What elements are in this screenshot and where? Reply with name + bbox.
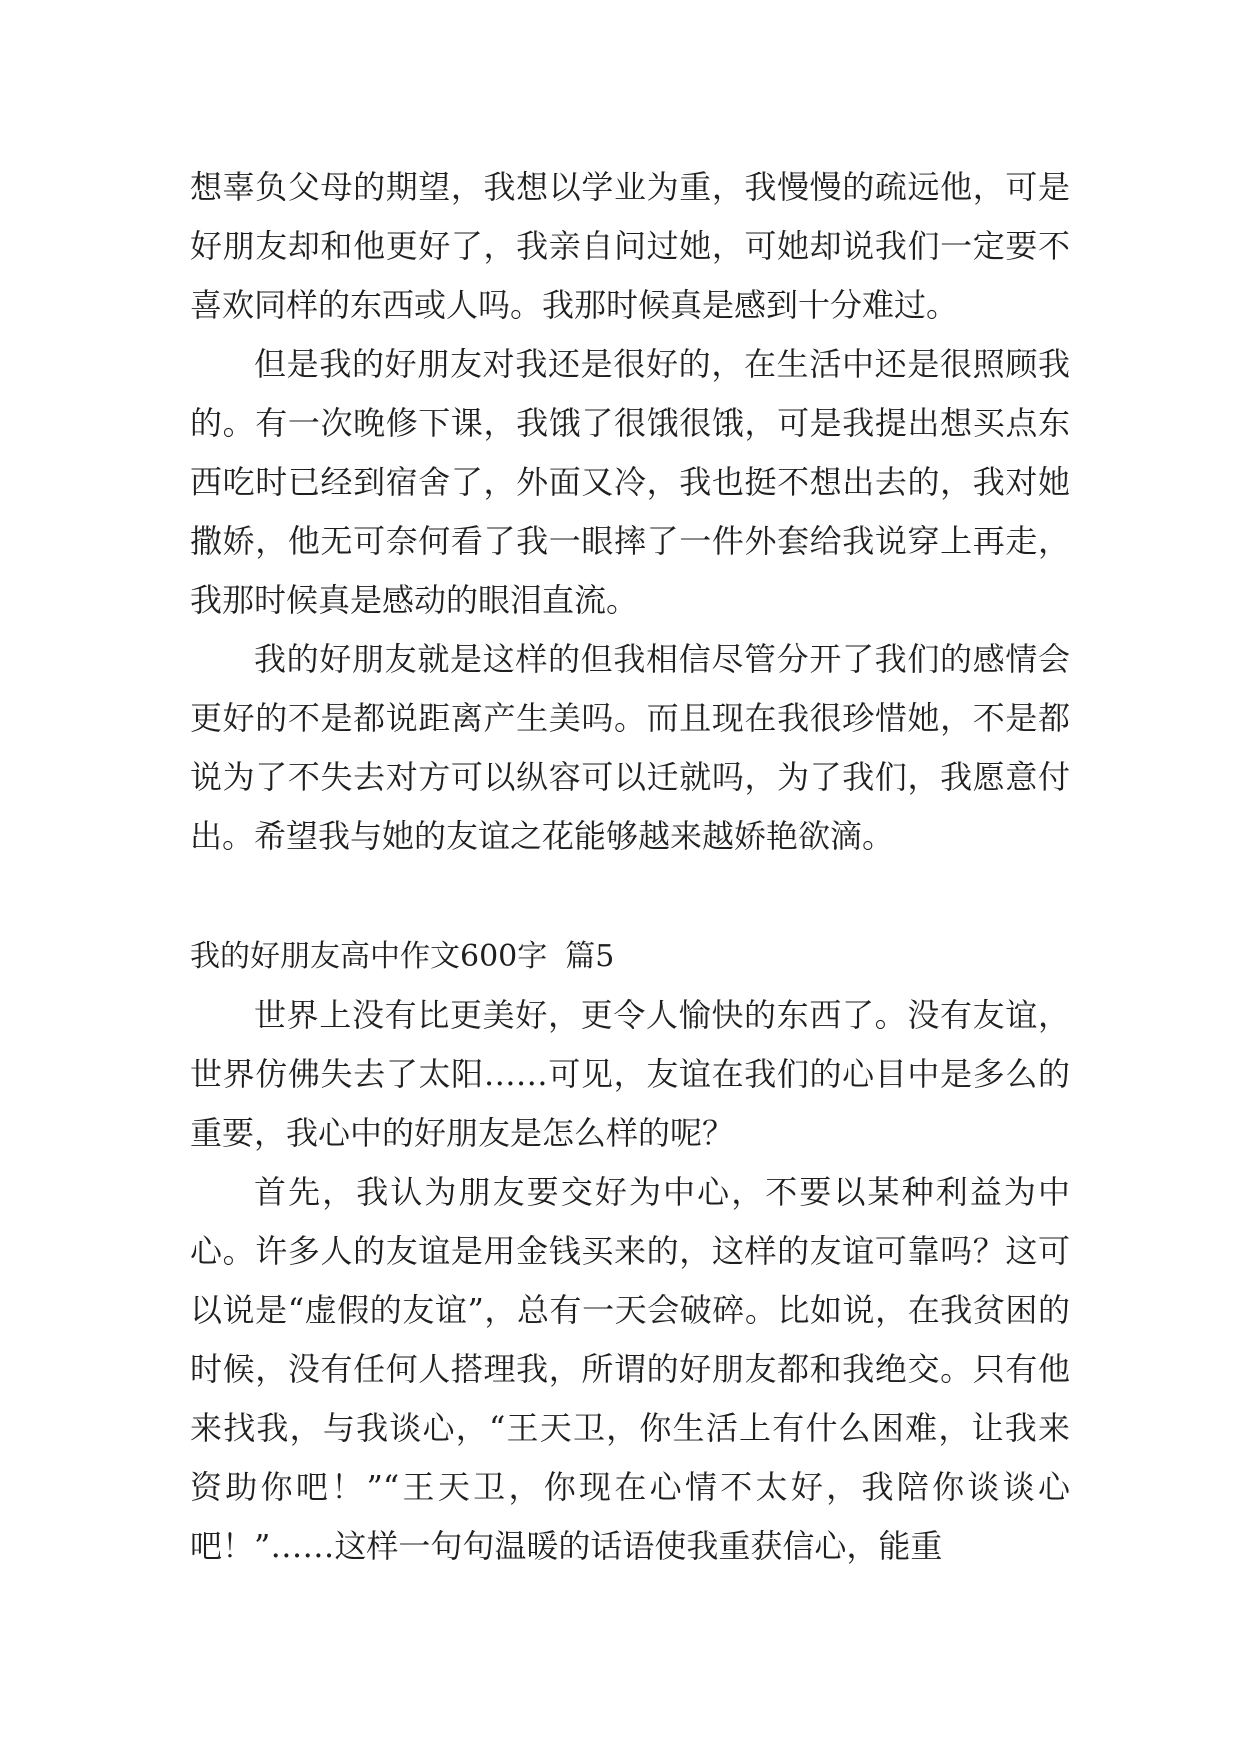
document-body	[190, 158, 1070, 1576]
section-heading	[190, 927, 1070, 986]
section-heading-title: 我的好朋友高中作文600字	[190, 939, 548, 974]
paragraph-5: 首先，我认为朋友要交好为中心，不要以某种利益为中心。许多人的友谊是用金钱买来的，这样的友谊可靠吗？这可以说是“虚假的友谊”，总有一天会破碎。比如说，在我贫困的时候，没有任何人搭理我，所谓的好朋友都和我绝交。只有他来找我，与我谈心，“王天卫，你生活上有什么困难，让我来资助你吧！”“王天卫，你现在心情不太好，我陪你谈谈心吧！”……这样一句句温暖的话语使我重获信心，能重	[190, 1173, 1070, 1565]
paragraph-3: 我的好朋友就是这样的但我相信尽管分开了我们的感情会更好的不是都说距离产生美吗。而且现在我很珍惜她，不是都说为了不失去对方可以纵容可以迁就吗，为了我们，我愿意付出。希望我与她的友谊之花能够越来越娇艳欲滴。	[190, 640, 1070, 855]
paragraph-4: 世界上没有比更美好，更令人愉快的东西了。没有友谊，世界仿佛失去了太阳……可见，友谊在我们的心目中是多么的重要，我心中的好朋友是怎么样的呢？	[190, 996, 1070, 1152]
paragraph-1: 想辜负父母的期望，我想以学业为重，我慢慢的疏远他，可是好朋友却和他更好了，我亲自问过她，可她却说我们一定要不喜欢同样的东西或人吗。我那时候真是感到十分难过。	[190, 168, 1070, 324]
paragraph-2: 但是我的好朋友对我还是很好的，在生活中还是很照顾我的。有一次晚修下课，我饿了很饿很饿，可是我提出想买点东西吃时已经到宿舍了，外面又冷，我也挺不想出去的，我对她撒娇，他无可奈何看了我一眼摔了一件外套给我说穿上再走，我那时候真是感动的眼泪直流。	[190, 345, 1070, 619]
section-heading-label: 篇5	[565, 939, 615, 974]
